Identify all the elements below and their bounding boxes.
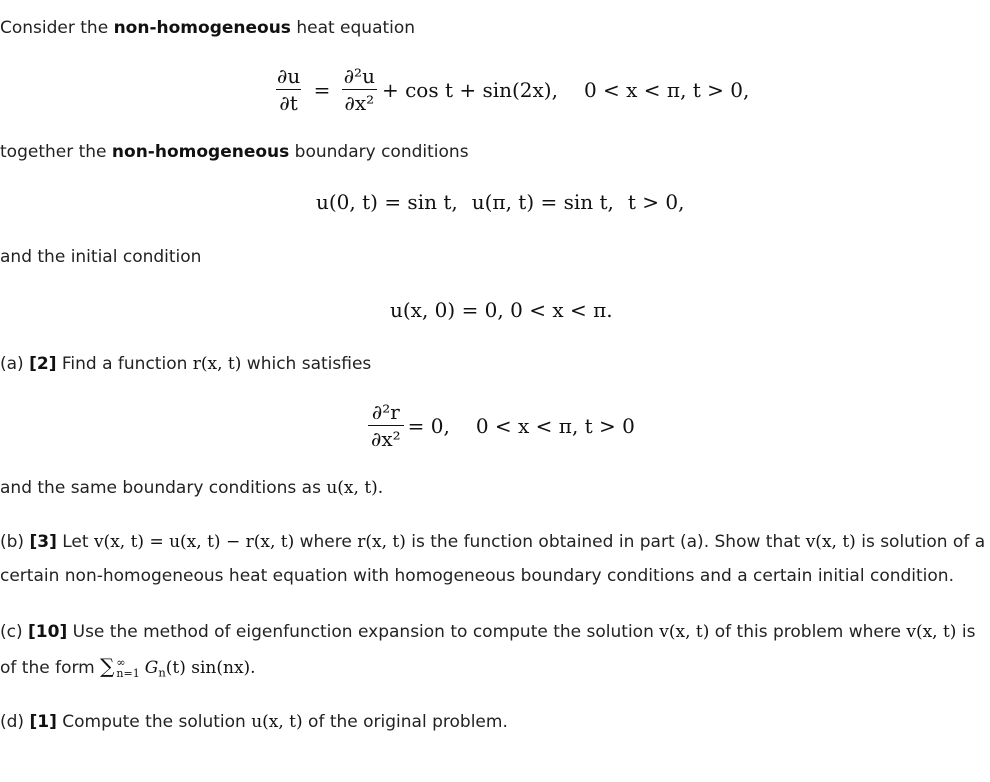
- part-a-function: r(x, t): [192, 354, 242, 374]
- sum-symbol: ∑: [100, 654, 115, 678]
- bc-time: t > 0,: [627, 190, 685, 214]
- part-c-points: [10]: [28, 622, 68, 642]
- eigenfunction-series: ∑ ∞ n=1 $G_n(t)$ sin(nx).: [100, 658, 255, 678]
- pde-source-terms: + cos t + sin(2x),: [381, 77, 558, 102]
- initial-condition: u(x, 0) = 0, 0 < x < π.: [390, 298, 613, 322]
- part-a-prompt: (a) [2] Find a function r(x, t) which satisfies: [0, 354, 372, 374]
- part-b-points: [3]: [29, 532, 57, 552]
- part-d-prompt: (d) [1] Compute the solution u(x, t) of the original problem.: [0, 712, 508, 732]
- pde-equation: $\frac{\partial u}{\partial t}$ = $\frac{\text{∂²u}}{\text{∂x²}}$ + cos t + sin(2x), 0 < x < π, t > 0,: [270, 64, 749, 116]
- pde-lhs-fraction: $\frac{\partial u}{\partial t}$: [277, 64, 301, 115]
- pde-domain: 0 < x < π, t > 0,: [583, 77, 750, 102]
- part-a-equation: $\frac{\text{∂²r}}{\text{∂x²}}$ = 0, 0 < x < π, t > 0: [364, 400, 635, 452]
- bc-left: u(0, t) = sin t,: [316, 190, 458, 214]
- part-c-prompt: (c) [10] Use the method of eigenfunction expansion to compute the solution v(x, t) of this problem where v(x, t) is of the form ∑ ∞ n=1 $G_n(t)$ sin(nx).: [0, 615, 990, 685]
- boundary-conditions: [316, 188, 684, 217]
- part-d-points: [1]: [29, 712, 57, 732]
- intro-text: Consider the non-homogeneous heat equation: [0, 18, 416, 38]
- part-a-domain: 0 < x < π, t > 0: [475, 413, 635, 438]
- bc-intro-bold: non-homogeneous: [111, 142, 290, 162]
- ic-intro-text: and the initial condition: [0, 247, 202, 267]
- part-a-points: [2]: [29, 354, 57, 374]
- intro-bold: non-homogeneous: [113, 18, 291, 38]
- bc-right: u(π, t) = sin t,: [471, 190, 614, 214]
- part-b-prompt: (b) [3] Let v(x, t) = u(x, t) − r(x, t) where r(x, t) is the function obtained in part (a). Show that v(x, t) is solution of a certain non-homogeneous heat equation with homogeneous boundary conditions and a certain initial condition.: [0, 532, 986, 586]
- part-a-followup: and the same boundary conditions as u(x, t).: [0, 478, 384, 498]
- bc-intro-text: together the non-homogeneous boundary conditions: [0, 142, 469, 162]
- pde-rhs-fraction: $\frac{\text{∂²u}}{\text{∂x²}}$: [341, 64, 378, 116]
- part-a-fraction: $\frac{\text{∂²r}}{\text{∂x²}}$: [368, 400, 404, 452]
